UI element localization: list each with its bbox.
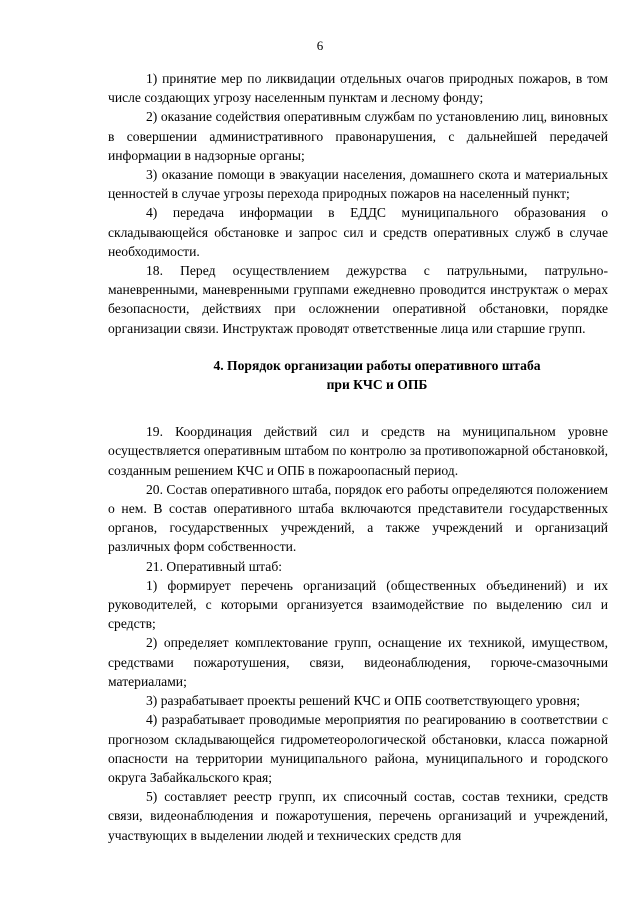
page-number: 6 [316,38,324,53]
paragraph-item-3: 3) оказание помощи в эвакуации населения, домашнего скота и материальных ценностей в случае угрозы перехода природных пожаров на населенный пункт; [108,167,608,202]
paragraph-21-item-2: 2) определяет комплектование групп, оснащение их техникой, имуществом, средствами пожаротушения, связи, видеонаблюдения, горюче-смазочными материалами; [108,635,608,689]
paragraph-item-1: 1) принятие мер по ликвидации отдельных очагов природных пожаров, в том числе создающих угрозу населенным пунктам и лесному фонду; [108,71,608,106]
paragraph-21-item-5: 5) составляет реестр групп, их списочный состав, состав техники, средств связи, видеонаблюдения и пожаротушения, перечень организаций и учреждений, участвующих в выделении людей и технических средств для [108,789,608,843]
paragraph-18: 18. Перед осуществлением дежурства с патрульными, патрульно-маневренными, маневренными группами ежедневно проводится инструктаж о мерах безопасности, действиях при осложнении оперативной обстановки, порядке организации связи. Инструктаж проводят ответственные лица или старшие групп. [108,263,608,336]
paragraph-21-item-4: 4) разрабатывает проводимые мероприятия по реагированию в соответствии с прогнозом складывающейся гидрометеорологической обстановки, класса пожарной опасности на территории муниципального района, муниципального и городского округа Забайкальского края; [108,712,608,785]
paragraph-21-item-3: 3) разрабатывает проекты решений КЧС и ОПБ соответствующего уровня; [146,693,581,709]
paragraph-21-item-1: 1) формирует перечень организаций (общественных объединений) и их руководителей, с которыми организуется взаимодействие по выделению сил и средств; [108,577,608,632]
document-body [108,69,608,845]
spacer [108,338,608,356]
paragraph-21: 21. Оперативный штаб: [146,558,283,574]
paragraph-item-2: 2) оказание содействия оперативным службам по установлению лиц, виновных в совершении административного правонарушения, с дальнейшей передачей информации в надзорные органы; [108,109,608,163]
section-heading-line-1: 4. Порядок организации работы оперативного штаба [213,357,541,373]
section-heading-line-2: при КЧС и ОПБ [326,377,428,393]
paragraph-item-4: 4) передача информации в ЕДДС муниципального образования о складывающейся обстановке и запрос сил и средств оперативных служб в случае необходимости. [108,205,608,259]
spacer [108,394,608,422]
paragraph-19: 19. Координация действий сил и средств на муниципальном уровне осуществляется оперативным штабом по контролю за противопожарной обстановкой, созданным решением КЧС и ОПБ в пожароопасный период. [108,424,608,478]
paragraph-20: 20. Состав оперативного штаба, порядок его работы определяются положением о нем. В состав оперативного штаба включаются представители государственных органов, государственных учреждений, а также учреждений и организаций различных форм собственности. [108,481,608,555]
